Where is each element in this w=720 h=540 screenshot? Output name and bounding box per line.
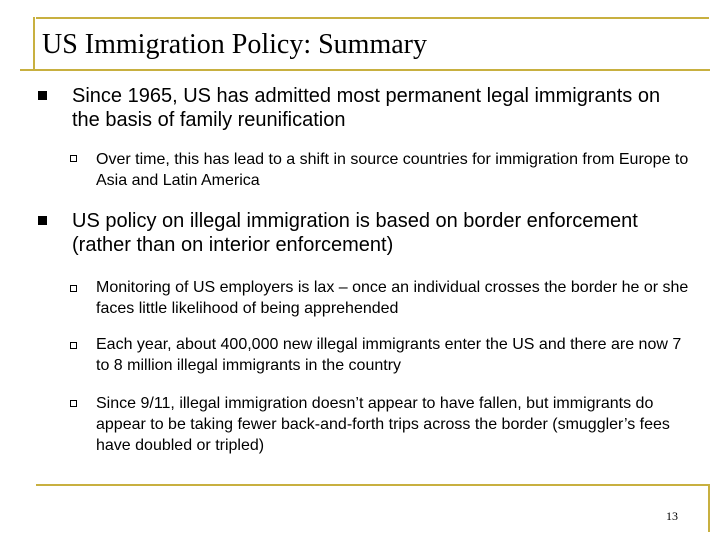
sub-bullet-square-icon (70, 342, 77, 349)
footer-right-rule (708, 484, 710, 532)
sub-bullet-square-icon (70, 400, 77, 407)
sub-bullet-square-icon (70, 155, 77, 162)
bullet-text: Since 1965, US has admitted most permanent legal immigrants on the basis of family reunification (72, 85, 661, 131)
title-left-rule (33, 17, 35, 70)
bullet-square-icon (38, 91, 47, 100)
sub-bullet-text: Since 9/11, illegal immigration doesn’t appear to have fallen, but immigrants do appear to be taking fewer back-and-forth trips across the border (smuggler’s fees have doubled or tripled) (96, 395, 670, 454)
title-top-rule (36, 17, 709, 19)
footer-rule (36, 484, 709, 486)
sub-bullet-square-icon (70, 285, 77, 292)
slide-title: US Immigration Policy: Summary (42, 29, 427, 60)
page-number: 13 (666, 509, 678, 523)
sub-bullet-text: Each year, about 400,000 new illegal immigrants enter the US and there are now 7 to 8 million illegal immigrants in the country (96, 336, 682, 374)
sub-bullet-text: Monitoring of US employers is lax – once an individual crosses the border he or she faces little likelihood of being apprehended (96, 279, 689, 317)
title-bottom-rule (20, 69, 710, 71)
sub-bullet-text: Over time, this has lead to a shift in source countries for immigration from Europe to Asia and Latin America (96, 151, 689, 189)
bullet-text: US policy on illegal immigration is based on border enforcement (rather than on interior enforcement) (72, 210, 638, 256)
bullet-square-icon (38, 216, 47, 225)
